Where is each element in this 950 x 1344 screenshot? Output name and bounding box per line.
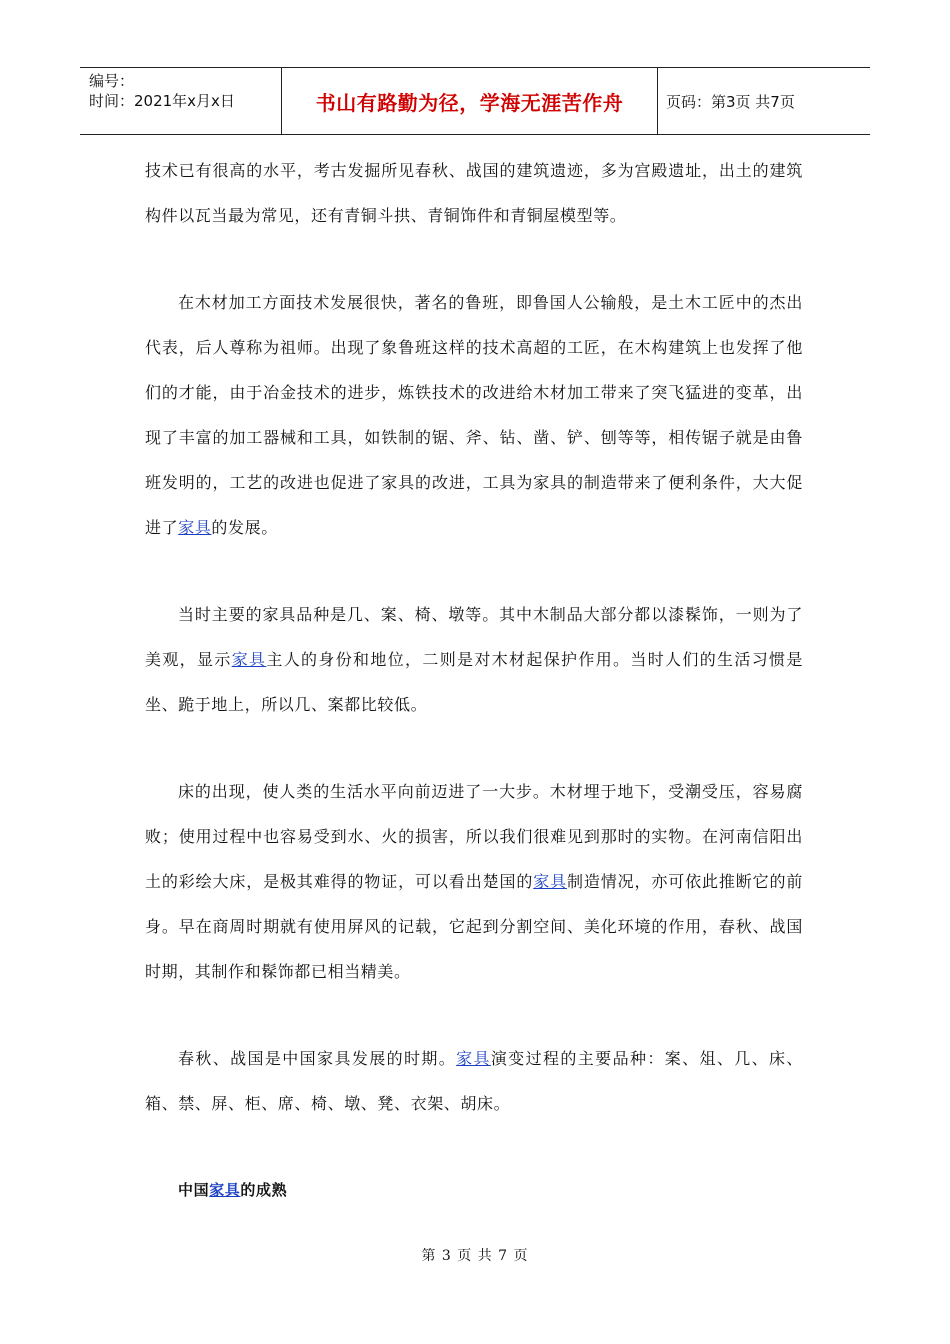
section-heading xyxy=(145,1168,803,1213)
furniture-link[interactable]: 家具 xyxy=(209,1181,241,1199)
paragraph-5 xyxy=(145,1036,803,1126)
paragraph-5-text-b: 演变过程的主要品种：案、俎、几、床、箱、禁、屏、柜、席、椅、墩、凳、衣架、胡床。 xyxy=(145,1049,803,1113)
paragraph-4 xyxy=(145,769,803,994)
document-body xyxy=(145,148,803,1213)
header-meta-cell xyxy=(80,68,282,134)
motto-text: 书山有路勤为径，学海无涯苦作舟 xyxy=(315,90,624,115)
spacer xyxy=(145,1126,803,1168)
spacer xyxy=(145,238,803,280)
furniture-link[interactable]: 家具 xyxy=(231,650,267,669)
spacer xyxy=(145,550,803,592)
heading-text-b: 的成熟 xyxy=(240,1181,288,1199)
heading-text-a: 中国 xyxy=(178,1181,210,1199)
paragraph-2-text-a: 在木材加工方面技术发展很快，著名的鲁班，即鲁国人公输般，是土木工匠中的杰出代表，后人尊称为祖师。出现了象鲁班这样的技术高超的工匠，在木构建筑上也发挥了他们的才能，由于冶金技术的进步，炼铁技术的改进给木材加工带来了突飞猛进的变革，出现了丰富的加工器械和工具，如铁制的锯、斧、钻、凿、铲、刨等等，相传锯子就是由鲁班发明的，工艺的改进也促进了家具的改进，工具为家具的制造带来了便利条件，大大促进了 xyxy=(145,293,803,537)
page-footer xyxy=(0,1245,950,1265)
paragraph-1 xyxy=(145,148,803,238)
footer-page-number: 第 3 页 共 7 页 xyxy=(421,1248,529,1264)
paragraph-4-text-b: 制造情况，亦可依此推断它的前身。早在商周时期就有使用屏风的记载，它起到分割空间、美化环境的作用，春秋、战国时期，其制作和髹饰都已相当精美。 xyxy=(145,872,803,981)
paragraph-3-text-a: 当时主要的家具品种是几、案、椅、墩等。其中木制品大部分都以漆髹饰，一则为了美观，显示 xyxy=(145,605,803,669)
paragraph-5-text-a: 春秋、战国是中国家具发展的时期。 xyxy=(178,1049,457,1068)
paragraph-3 xyxy=(145,592,803,727)
furniture-link[interactable]: 家具 xyxy=(456,1049,491,1068)
paragraph-1-text: 技术已有很高的水平，考古发掘所见春秋、战国的建筑遗迹，多为宫殿遗址，出土的建筑构件以瓦当最为常见，还有青铜斗拱、青铜饰件和青铜屋模型等。 xyxy=(145,161,803,225)
furniture-link[interactable]: 家具 xyxy=(178,518,212,537)
number-label: 编号： xyxy=(89,72,135,90)
page-label: 页码：第3页 共7页 xyxy=(666,92,795,111)
paragraph-4-text-a: 床的出现，使人类的生活水平向前迈进了一大步。木材埋于地下，受潮受压，容易腐败；使用过程中也容易受到水、火的损害，所以我们很难见到那时的实物。在河南信阳出土的彩绘大床，是极其难得的物证，可以看出楚国的 xyxy=(145,782,803,891)
spacer xyxy=(145,727,803,769)
paragraph-2 xyxy=(145,280,803,550)
paragraph-2-text-b: 的发展。 xyxy=(211,518,278,537)
paragraph-3-text-b: 主人的身份和地位，二则是对木材起保护作用。当时人们的生活习惯是坐、跪于地上，所以几、案都比较低。 xyxy=(145,650,803,714)
header-page-cell xyxy=(658,68,870,134)
header-motto-cell xyxy=(282,68,658,134)
spacer xyxy=(145,994,803,1036)
time-label: 时间：2021年x月x日 xyxy=(89,92,235,110)
header-table xyxy=(80,67,870,135)
furniture-link[interactable]: 家具 xyxy=(533,872,567,891)
